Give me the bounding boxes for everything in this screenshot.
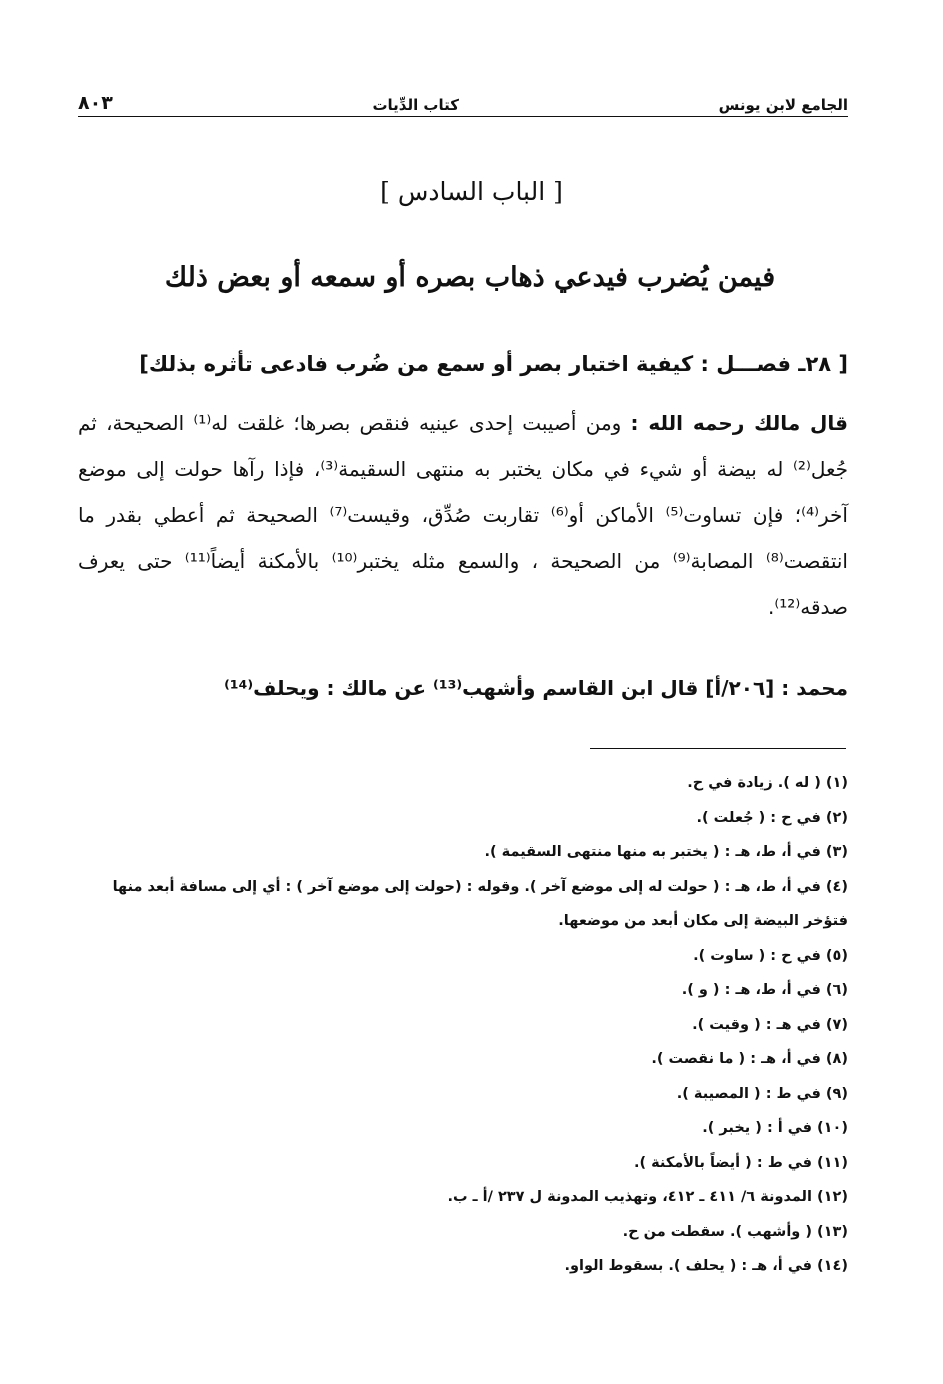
- continuation-line: محمد : [٢٠٦/أ] قال ابن القاسم وأشهب⁽¹³⁾ عن مالك : ويحلف⁽¹⁴⁾: [224, 676, 848, 700]
- footnote: (٦) في أ، ط، هـ : ( و ).: [681, 982, 848, 998]
- running-header-book-title: الجامع لابن يونس: [718, 96, 848, 114]
- footnote: (٩) في ط : ( المصيبة ).: [676, 1085, 848, 1102]
- body-lead: قال مالك رحمه الله :: [630, 411, 848, 435]
- header-divider: [78, 116, 848, 117]
- footnote: (٧) في هـ : ( وقيت ).: [692, 1016, 848, 1033]
- section-title: فيمن يُضرب فيدعي ذهاب بصره أو سمعه أو بعض ذلك: [164, 262, 776, 293]
- footnote: (٨) في أ، هـ : ( ما نقصت ).: [651, 1051, 848, 1067]
- footnote: (٥) في ح : ( ساوت ).: [693, 947, 848, 964]
- footnotes: [78, 766, 848, 1284]
- footnote: (١٠) في أ : ( يخبر ).: [702, 1120, 848, 1136]
- chapter-heading: [ الباب السادس ]: [380, 177, 563, 206]
- fasl-heading: [ ٢٨ـ فصـــل : كيفية اختبار بصر أو سمع من ضُرب فادعى تأثره بذلك]: [139, 352, 848, 376]
- footnote: (١) ( له ). زيادة في ح.: [687, 775, 848, 791]
- running-header-chapter-title: كتاب الدِّيات: [372, 96, 459, 114]
- footnote: (١٤) في أ، هـ : ( يحلف ). بسقوط الواو.: [564, 1258, 848, 1274]
- footnote: (٤) في أ، ط، هـ : ( حولت له إلى موضع آخر ). وقوله : (حولت إلى موضع آخر ) : أي إلى مسافة أبعد منها فتؤخر البيضة إلى مكان أبعد من موضعها.: [112, 878, 848, 929]
- body-text: ومن أصيبت إحدى عينيه فنقص بصرها؛ غلقت له⁽¹⁾ الصحيحة، ثم جُعل⁽²⁾ له بيضة أو شيء في مكان يختبر به منتهى السقيمة⁽³⁾، فإذا رآها حولت إلى موضع آخر⁽⁴⁾؛ فإن تساوت⁽⁵⁾ الأماكن أو⁽⁶⁾ تقاربت صُدِّق، وقيست⁽⁷⁾ الصحيحة ثم أعطي بقدر ما انتقصت⁽⁸⁾ المصابة⁽⁹⁾ من الصحيحة ، والسمع مثله يختبر⁽¹⁰⁾ بالأمكنة أيضاً⁽¹¹⁾ حتى يعرف صدقه⁽¹²⁾.: [78, 411, 849, 619]
- footnote: (١٢) المدونة ٦/ ٤١١ ـ ٤١٢، وتهذيب المدونة ل ٢٣٧ /أ ـ ب.: [447, 1189, 848, 1205]
- footnote-divider: [590, 748, 846, 749]
- body-paragraph: [78, 400, 848, 630]
- page-number: ٨٠٣: [78, 92, 113, 114]
- running-header: [78, 84, 848, 114]
- footnote: (١٣) ( وأشهب ). سقطت من ح.: [622, 1223, 848, 1240]
- footnote: (٢) في ح : ( جُعلت ).: [696, 809, 848, 826]
- footnote: (١١) في ط : ( أيضاً بالأمكنة ).: [633, 1154, 848, 1171]
- footnote: (٣) في أ، ط، هـ : ( يختبر به منها منتهى السقيمة ).: [484, 844, 848, 860]
